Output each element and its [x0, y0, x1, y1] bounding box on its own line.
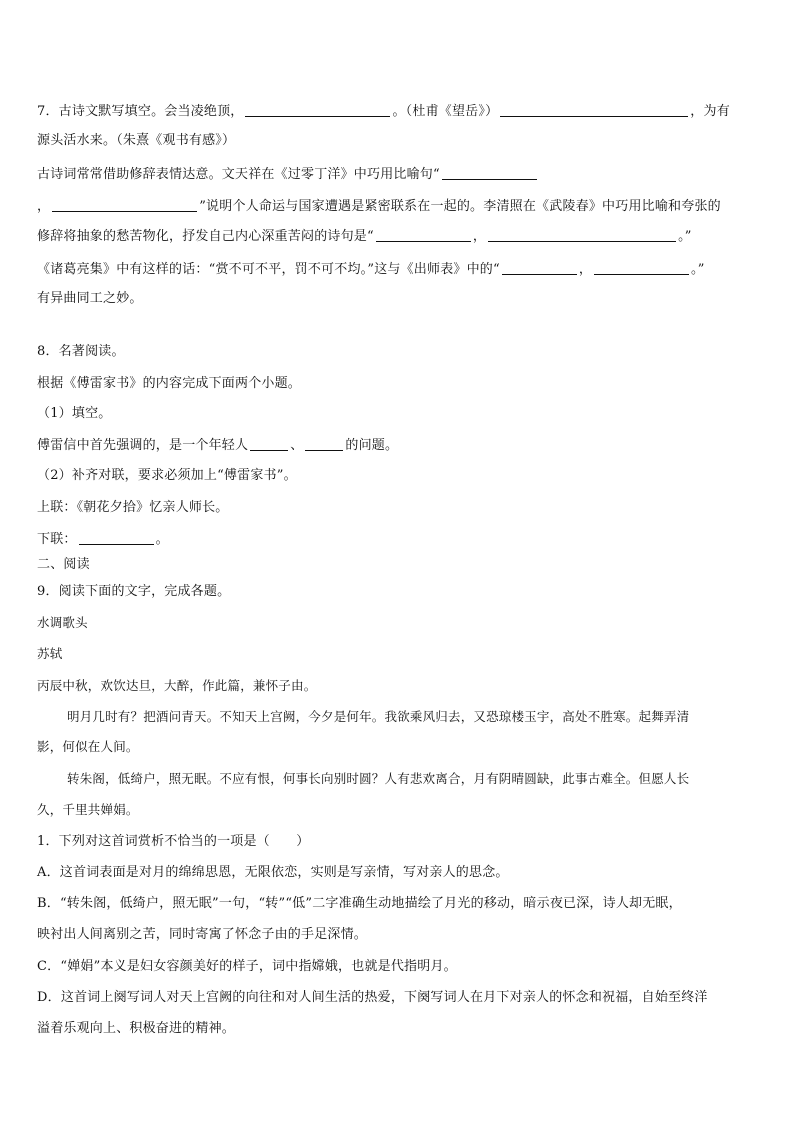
q7-text: 古诗词常常借助修辞表情达意。文天祥在《过零丁洋》中巧用比喻句“ — [37, 167, 440, 182]
answer-blank[interactable] — [305, 437, 343, 451]
q8-text: 傅雷信中首先强调的，是一个年轻人 — [37, 438, 249, 453]
q8-fill-line — [37, 437, 756, 455]
answer-blank[interactable] — [250, 437, 288, 451]
q7-text: 。” — [678, 229, 692, 244]
answer-blank[interactable] — [442, 166, 537, 180]
q8-title: 8．名著阅读。 — [37, 344, 125, 359]
q7-text: 《诸葛亮集》中有这样的话：“赏不可不平，罚不可不均。”这与《出师表》中的“ — [37, 262, 500, 277]
couplet-lower — [37, 531, 756, 549]
q7-text: 7．古诗文默写填空。会当凌绝顶， — [37, 104, 244, 119]
q8-intro: 根据《傅雷家书》的内容完成下面两个小题。 — [37, 376, 302, 391]
answer-blank[interactable] — [502, 261, 577, 275]
answer-blank[interactable] — [376, 228, 471, 242]
q8-text: 、 — [290, 438, 304, 453]
poem-title: 水调歌头 — [37, 615, 88, 630]
poem-text: 转朱阁，低绮户，照无眠。不应有恨，何事长向别时圆？人有悲欢离合，月有阴晴圆缺，此事古难全。但愿人长 — [67, 771, 690, 786]
poem-preface: 丙辰中秋，欢饮达旦，大醉，作此篇，兼怀子由。 — [37, 678, 317, 693]
poem-text: 影，何似在人间。 — [37, 739, 139, 754]
answer-blank[interactable] — [79, 531, 154, 545]
q8-sub-1: （1）填空。 — [37, 406, 112, 421]
q7-line-1 — [37, 103, 756, 121]
answer-blank[interactable] — [52, 198, 197, 212]
answer-blank[interactable] — [594, 261, 689, 275]
option-a[interactable]: A．这首词表面是对月的绵绵思恩，无限依恋，实则是写亲情，写对亲人的思念。 — [37, 865, 509, 880]
q7-text: 修辞将抽象的愁苦物化，抒发自己内心深重苦闷的诗句是“ — [37, 229, 374, 244]
q7-line-6 — [37, 261, 756, 279]
q7-text: 有异曲同工之妙。 — [37, 291, 143, 306]
option-b-cont[interactable]: 映衬出人间离别之苦，同时寄寓了怀念子由的手足深情。 — [37, 927, 368, 942]
q9-question: 1．下列对这首词赏析不恰当的一项是（ ） — [37, 834, 310, 849]
q7-line-4 — [37, 198, 756, 216]
q8-text: 。 — [155, 532, 169, 547]
q8-sub-2: （2）补齐对联，要求必须加上“傅雷家书”。 — [37, 468, 297, 483]
option-b[interactable]: B．“转朱阁，低绮户，照无眠”一句，“转”“低”二字准确生动地描绘了月光的移动，暗示夜已深，诗人却无眠， — [37, 896, 682, 911]
q7-text: 。（杜甫《望岳》） — [392, 104, 499, 119]
q7-text: 。” — [691, 262, 705, 277]
q8-text: 的问题。 — [345, 438, 399, 453]
q7-text: ， — [37, 199, 51, 214]
q7-line-5 — [37, 228, 756, 246]
answer-blank[interactable] — [500, 103, 688, 117]
q8-text: 下联： — [37, 532, 77, 547]
poem-text: 久，千里共婵娟。 — [37, 802, 139, 817]
q7-text: ， — [472, 229, 487, 244]
q7-text: ， — [578, 262, 593, 277]
couplet-upper: 上联：《朝花夕拾》忆亲人师长。 — [37, 500, 229, 515]
poem-text: 明月几时有？把酒问青天。不知天上宫阙，今夕是何年。我欲乘风归去，又恐琼楼玉宇，高处不胜寒。起舞弄清 — [67, 709, 690, 724]
option-c[interactable]: C．“婵娟”本义是妇女容颜美好的样子，词中指嫦娥，也就是代指明月。 — [37, 959, 457, 974]
option-d[interactable]: D．这首词上阕写词人对天上宫阙的向往和对人间生活的热爱，下阕写词人在月下对亲人的怀念和祝福，自始至终洋 — [37, 990, 708, 1005]
poem-author: 苏轼 — [37, 646, 63, 661]
q7-line-3 — [37, 166, 756, 184]
option-d-cont[interactable]: 溢着乐观向上、积极奋进的精神。 — [37, 1021, 236, 1036]
q7-text: ”说明个人命运与国家遭遇是紧密联系在一起的。李清照在《武陵春》中巧用比喻和夸张的 — [199, 199, 721, 214]
q9-title: 9．阅读下面的文字，完成各题。 — [37, 584, 231, 599]
answer-blank[interactable] — [245, 103, 390, 117]
section-heading: 二、阅读 — [37, 557, 90, 572]
q7-text: 源头活水来。（朱熹《观书有感》） — [37, 133, 236, 148]
answer-blank[interactable] — [488, 228, 676, 242]
q7-text: ，为有 — [690, 104, 730, 119]
